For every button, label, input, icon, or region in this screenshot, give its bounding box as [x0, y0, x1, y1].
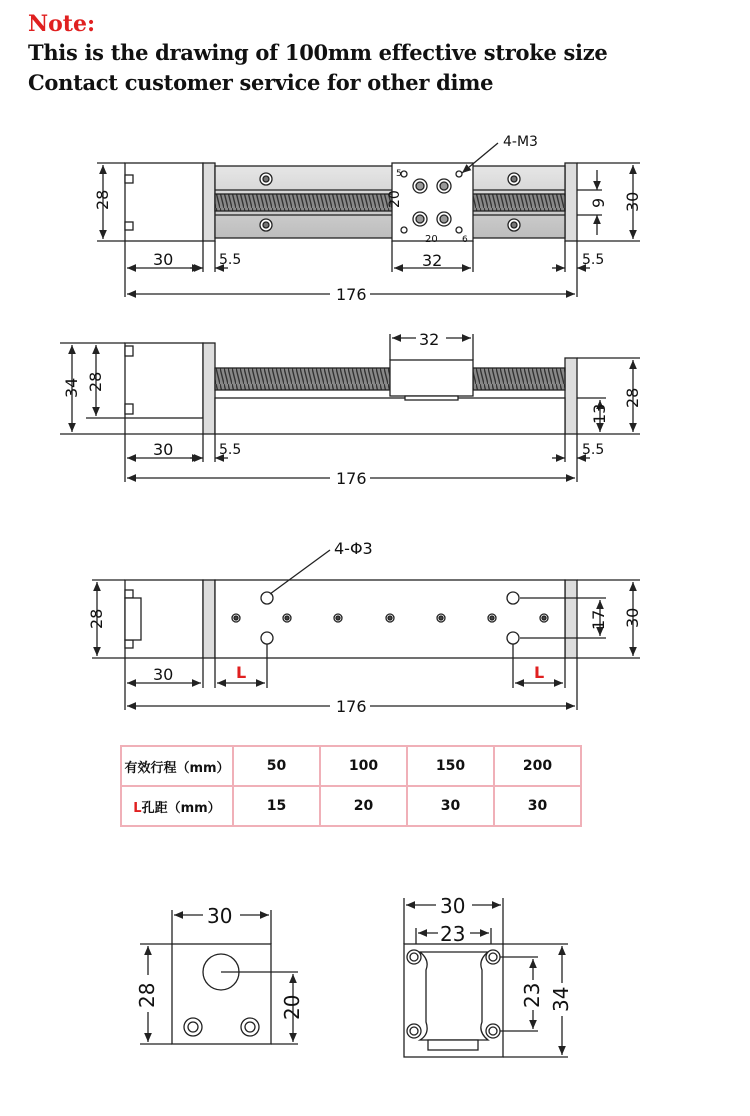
side-carriage: [390, 360, 473, 396]
table-header-stroke: 有效行程（mm）: [121, 746, 233, 786]
bottom-dim-28: 28: [87, 608, 106, 629]
top-carriage-hole-core: [416, 215, 424, 223]
table-cell: 200: [494, 746, 581, 786]
table-row: [121, 746, 581, 786]
top-dim-small-b: 6: [462, 235, 468, 245]
top-rail-hole-core: [511, 176, 517, 182]
table-cell: 100: [320, 746, 407, 786]
top-motor-notch-1: [125, 175, 133, 183]
bottom-hole-core: [285, 616, 289, 620]
top-dim-gap-right: 5.5: [582, 252, 605, 268]
top-dim-28: 28: [93, 189, 112, 210]
end-view-inner-profile: [420, 952, 488, 1040]
side-dim-28: 28: [86, 371, 105, 392]
top-dim-9: 9: [589, 197, 608, 208]
end-view-corner-hole-inner: [410, 1027, 418, 1035]
side-left-endplate: [203, 343, 215, 434]
top-dim-carriage: 32: [422, 251, 443, 270]
stroke-table: [120, 745, 582, 827]
top-m3-hole: [456, 227, 462, 233]
top-rail-hole-core: [263, 176, 269, 182]
bottom-phi3-hole: [507, 632, 519, 644]
end-dim-height: 34: [549, 986, 573, 1012]
bottom-holes-label: 4-Φ3: [334, 539, 373, 558]
bottom-dim-L-right: L: [534, 663, 545, 682]
end-view-corner-hole-inner: [489, 1027, 497, 1035]
end-dim-inner-height: 23: [520, 982, 544, 1008]
bottom-dim-30: 30: [623, 607, 642, 628]
bottom-phi3-hole: [507, 592, 519, 604]
table-cell: 30: [407, 786, 494, 826]
note-line-2: Contact customer service for other dime: [28, 70, 494, 95]
end-view-bottom-slot: [428, 1040, 478, 1050]
side-dim-gap-left: 5.5: [219, 442, 242, 458]
bottom-dim-motor: 30: [153, 665, 174, 684]
motor-dim-height: 28: [135, 982, 159, 1008]
note-title: Note:: [28, 11, 96, 37]
side-dim-32: 32: [419, 330, 440, 349]
end-view-corner-hole-inner: [410, 953, 418, 961]
side-view: [60, 330, 642, 488]
side-dim-13: 13: [590, 403, 609, 424]
top-dim-30: 30: [623, 191, 642, 212]
table-cell: 30: [494, 786, 581, 826]
side-right-endplate: [565, 358, 577, 434]
top-dim-gap-left: 5.5: [219, 252, 242, 268]
end-view: [404, 894, 573, 1057]
end-dim-width: 30: [440, 894, 466, 918]
bottom-hole-core: [490, 616, 494, 620]
table-cell: 15: [233, 786, 320, 826]
side-dim-34: 34: [62, 377, 81, 398]
motor-dim-width: 30: [207, 904, 233, 928]
bottom-motor-connector: [125, 598, 141, 640]
motor-view: [135, 904, 304, 1044]
table-cell: 20: [320, 786, 407, 826]
top-rail-hole-core: [263, 222, 269, 228]
top-motor-body: [125, 163, 203, 241]
table-row: [121, 786, 581, 826]
bottom-right-endplate: [565, 580, 577, 658]
bottom-hole-core: [234, 616, 238, 620]
bottom-motor-notch-2: [125, 640, 133, 648]
side-motor-notch-1: [125, 346, 133, 356]
table-cell: 50: [233, 746, 320, 786]
side-dim-total: 176: [336, 469, 367, 488]
side-dim-motor: 30: [153, 440, 174, 459]
top-carriage-hole-core: [440, 182, 448, 190]
end-dim-inner-width: 23: [440, 922, 466, 946]
top-m3-hole: [401, 227, 407, 233]
bottom-dim-total: 176: [336, 697, 367, 716]
motor-view-hole-inner: [245, 1022, 255, 1032]
top-rail-hole-core: [511, 222, 517, 228]
top-dim-small-a: 5: [396, 169, 402, 179]
side-motor-notch-2: [125, 404, 133, 414]
table-hole-label: 孔距（mm）: [141, 800, 221, 816]
side-leadscrew-left: [215, 368, 390, 390]
top-m3-hole: [401, 171, 407, 177]
bottom-view: [87, 539, 642, 716]
top-m3-hole: [456, 171, 462, 177]
top-left-endplate: [203, 163, 215, 241]
bottom-left-endplate: [203, 580, 215, 658]
bottom-dim-17: 17: [589, 609, 608, 630]
bottom-motor-notch-1: [125, 590, 133, 598]
top-view: [93, 134, 642, 304]
bottom-hole-core: [439, 616, 443, 620]
bottom-hole-core: [542, 616, 546, 620]
note-line-1: This is the drawing of 100mm effective stroke size: [28, 40, 608, 65]
side-rail-body: [215, 398, 565, 434]
motor-view-hole-inner: [188, 1022, 198, 1032]
table-L-label: L: [133, 800, 142, 816]
end-view-corner-hole-inner: [489, 953, 497, 961]
top-dim-hole-v: 20: [387, 190, 403, 208]
bottom-phi3-hole: [261, 632, 273, 644]
top-dim-total: 176: [336, 285, 367, 304]
top-carriage-hole-core: [440, 215, 448, 223]
top-dim-hole-h: 20: [425, 234, 438, 245]
side-motor-body: [125, 343, 203, 418]
bottom-hole-core: [336, 616, 340, 620]
top-motor-notch-2: [125, 222, 133, 230]
bottom-hole-core: [388, 616, 392, 620]
table-header-hole-distance: [121, 786, 233, 826]
top-dim-motor: 30: [153, 250, 174, 269]
side-carriage-foot: [405, 396, 458, 400]
side-leadscrew-right: [473, 368, 565, 390]
top-right-endplate: [565, 163, 577, 241]
bottom-dim-L-left: L: [236, 663, 247, 682]
top-carriage-hole-core: [416, 182, 424, 190]
top-holes-label: 4-M3: [503, 134, 538, 150]
side-dim-gap-right: 5.5: [582, 442, 605, 458]
side-dim-28-right: 28: [623, 387, 642, 408]
motor-dim-shaft: 20: [280, 994, 304, 1020]
table-cell: 150: [407, 746, 494, 786]
